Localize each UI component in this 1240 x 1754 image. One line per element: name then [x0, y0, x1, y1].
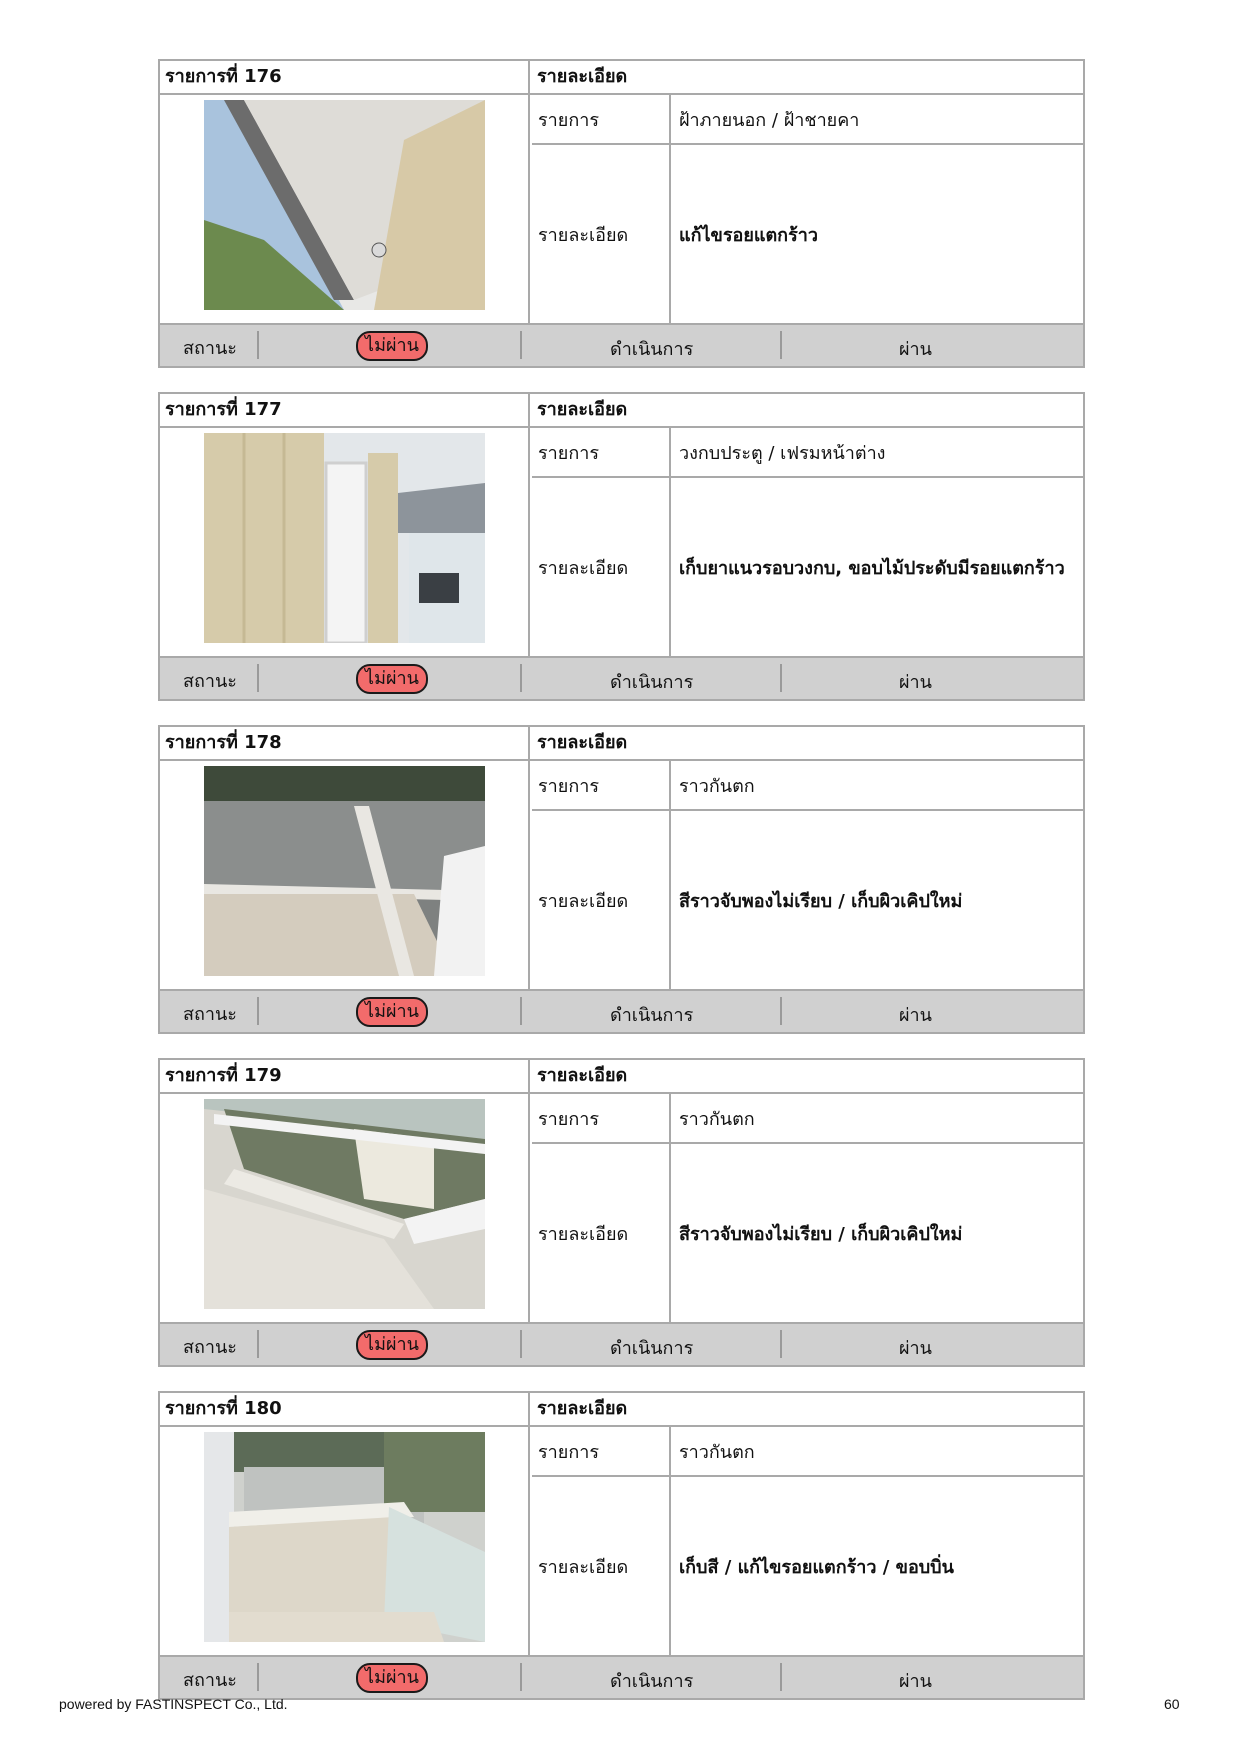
- item-label: รายการ: [532, 95, 671, 143]
- detail-row: [532, 811, 1083, 989]
- detail-heading: รายละเอียด: [537, 399, 628, 420]
- item-title: รายการที่ 179: [160, 1060, 530, 1092]
- status-pass[interactable]: ผ่าน: [899, 339, 932, 360]
- item-title: รายการที่ 177: [160, 394, 530, 426]
- detail-heading: รายละเอียด: [537, 732, 628, 753]
- detail-value: เก็บสี / แก้ไขรอยแตกร้าว / ขอบบิ่น: [679, 1556, 954, 1578]
- item-row: [532, 1094, 1083, 1144]
- inspection-card-178: [158, 725, 1085, 1034]
- item-value: ฝ้าภายนอก / ฝ้าชายคา: [679, 109, 860, 131]
- divider: [520, 664, 522, 692]
- item-label: รายการ: [532, 1094, 671, 1142]
- footer-powered-by: powered by FASTINSPECT Co., Ltd.: [59, 1696, 288, 1712]
- item-row: [532, 428, 1083, 478]
- item-value: ราวกันตก: [679, 1108, 755, 1130]
- item-row: [532, 95, 1083, 145]
- inspection-card-176: [158, 59, 1085, 368]
- item-value: วงกบประตู / เฟรมหน้าต่าง: [679, 442, 886, 464]
- photo-cell: [160, 95, 530, 323]
- divider: [780, 1663, 782, 1691]
- status-pass[interactable]: ผ่าน: [899, 1005, 932, 1026]
- photo-cell: [160, 1427, 530, 1655]
- item-row: [532, 1427, 1083, 1477]
- item-value: ราวกันตก: [679, 775, 755, 797]
- photo-cell: [160, 428, 530, 656]
- detail-heading: รายละเอียด: [537, 1065, 628, 1086]
- card-header: [160, 727, 1083, 761]
- inspection-card-177: [158, 392, 1085, 701]
- status-label: สถานะ: [183, 671, 237, 692]
- inspection-photo[interactable]: [204, 100, 485, 310]
- photo-cell: [160, 1094, 530, 1322]
- status-label: สถานะ: [183, 1670, 237, 1691]
- status-label: สถานะ: [183, 1337, 237, 1358]
- page-number: 60: [1164, 1696, 1180, 1712]
- inspection-card-180: [158, 1391, 1085, 1700]
- detail-row: [532, 478, 1083, 656]
- status-label: สถานะ: [183, 338, 237, 359]
- divider: [257, 664, 259, 692]
- status-label: สถานะ: [183, 1004, 237, 1025]
- card-header: [160, 1060, 1083, 1094]
- detail-label: รายละเอียด: [532, 145, 671, 323]
- photo-cell: [160, 761, 530, 989]
- card-header: [160, 1393, 1083, 1427]
- divider: [520, 1330, 522, 1358]
- detail-label: รายละเอียด: [532, 811, 671, 989]
- detail-row: [532, 145, 1083, 323]
- divider: [257, 331, 259, 359]
- detail-value: เก็บยาแนวรอบวงกบ, ขอบไม้ประดับมีรอยแตกร้าว: [679, 557, 1065, 579]
- status-pass[interactable]: ผ่าน: [899, 1338, 932, 1359]
- card-header: [160, 61, 1083, 95]
- status-bar: [160, 1655, 1083, 1698]
- status-in-progress[interactable]: ดำเนินการ: [610, 339, 694, 360]
- status-pass[interactable]: ผ่าน: [899, 672, 932, 693]
- status-in-progress[interactable]: ดำเนินการ: [610, 1671, 694, 1692]
- status-bar: [160, 323, 1083, 366]
- detail-label: รายละเอียด: [532, 1477, 671, 1655]
- status-fail-badge[interactable]: ไม่ผ่าน: [356, 331, 428, 361]
- divider: [780, 664, 782, 692]
- item-row: [532, 761, 1083, 811]
- status-in-progress[interactable]: ดำเนินการ: [610, 672, 694, 693]
- status-fail-badge[interactable]: ไม่ผ่าน: [356, 997, 428, 1027]
- divider: [780, 997, 782, 1025]
- status-fail-badge[interactable]: ไม่ผ่าน: [356, 1663, 428, 1693]
- detail-row: [532, 1144, 1083, 1322]
- divider: [520, 1663, 522, 1691]
- status-bar: [160, 656, 1083, 699]
- detail-heading: รายละเอียด: [537, 1398, 628, 1419]
- detail-value: สีราวจับพองไม่เรียบ / เก็บผิวเคิปใหม่: [679, 890, 963, 912]
- item-value: ราวกันตก: [679, 1441, 755, 1463]
- detail-value: สีราวจับพองไม่เรียบ / เก็บผิวเคิปใหม่: [679, 1223, 963, 1245]
- detail-label: รายละเอียด: [532, 1144, 671, 1322]
- item-label: รายการ: [532, 761, 671, 809]
- item-title: รายการที่ 178: [160, 727, 530, 759]
- status-fail-badge[interactable]: ไม่ผ่าน: [356, 1330, 428, 1360]
- item-title: รายการที่ 176: [160, 61, 530, 93]
- inspection-photo[interactable]: [204, 766, 485, 976]
- status-in-progress[interactable]: ดำเนินการ: [610, 1005, 694, 1026]
- divider: [780, 331, 782, 359]
- item-title: รายการที่ 180: [160, 1393, 530, 1425]
- detail-label: รายละเอียด: [532, 478, 671, 656]
- card-header: [160, 394, 1083, 428]
- status-bar: [160, 1322, 1083, 1365]
- divider: [520, 331, 522, 359]
- divider: [520, 997, 522, 1025]
- inspection-photo[interactable]: [204, 433, 485, 643]
- divider: [780, 1330, 782, 1358]
- detail-value: แก้ไขรอยแตกร้าว: [679, 224, 818, 246]
- inspection-photo[interactable]: [204, 1432, 485, 1642]
- detail-heading: รายละเอียด: [537, 66, 628, 87]
- item-label: รายการ: [532, 1427, 671, 1475]
- status-in-progress[interactable]: ดำเนินการ: [610, 1338, 694, 1359]
- inspection-card-179: [158, 1058, 1085, 1367]
- status-fail-badge[interactable]: ไม่ผ่าน: [356, 664, 428, 694]
- detail-row: [532, 1477, 1083, 1655]
- divider: [257, 1663, 259, 1691]
- item-label: รายการ: [532, 428, 671, 476]
- inspection-photo[interactable]: [204, 1099, 485, 1309]
- divider: [257, 997, 259, 1025]
- status-pass[interactable]: ผ่าน: [899, 1671, 932, 1692]
- divider: [257, 1330, 259, 1358]
- status-bar: [160, 989, 1083, 1032]
